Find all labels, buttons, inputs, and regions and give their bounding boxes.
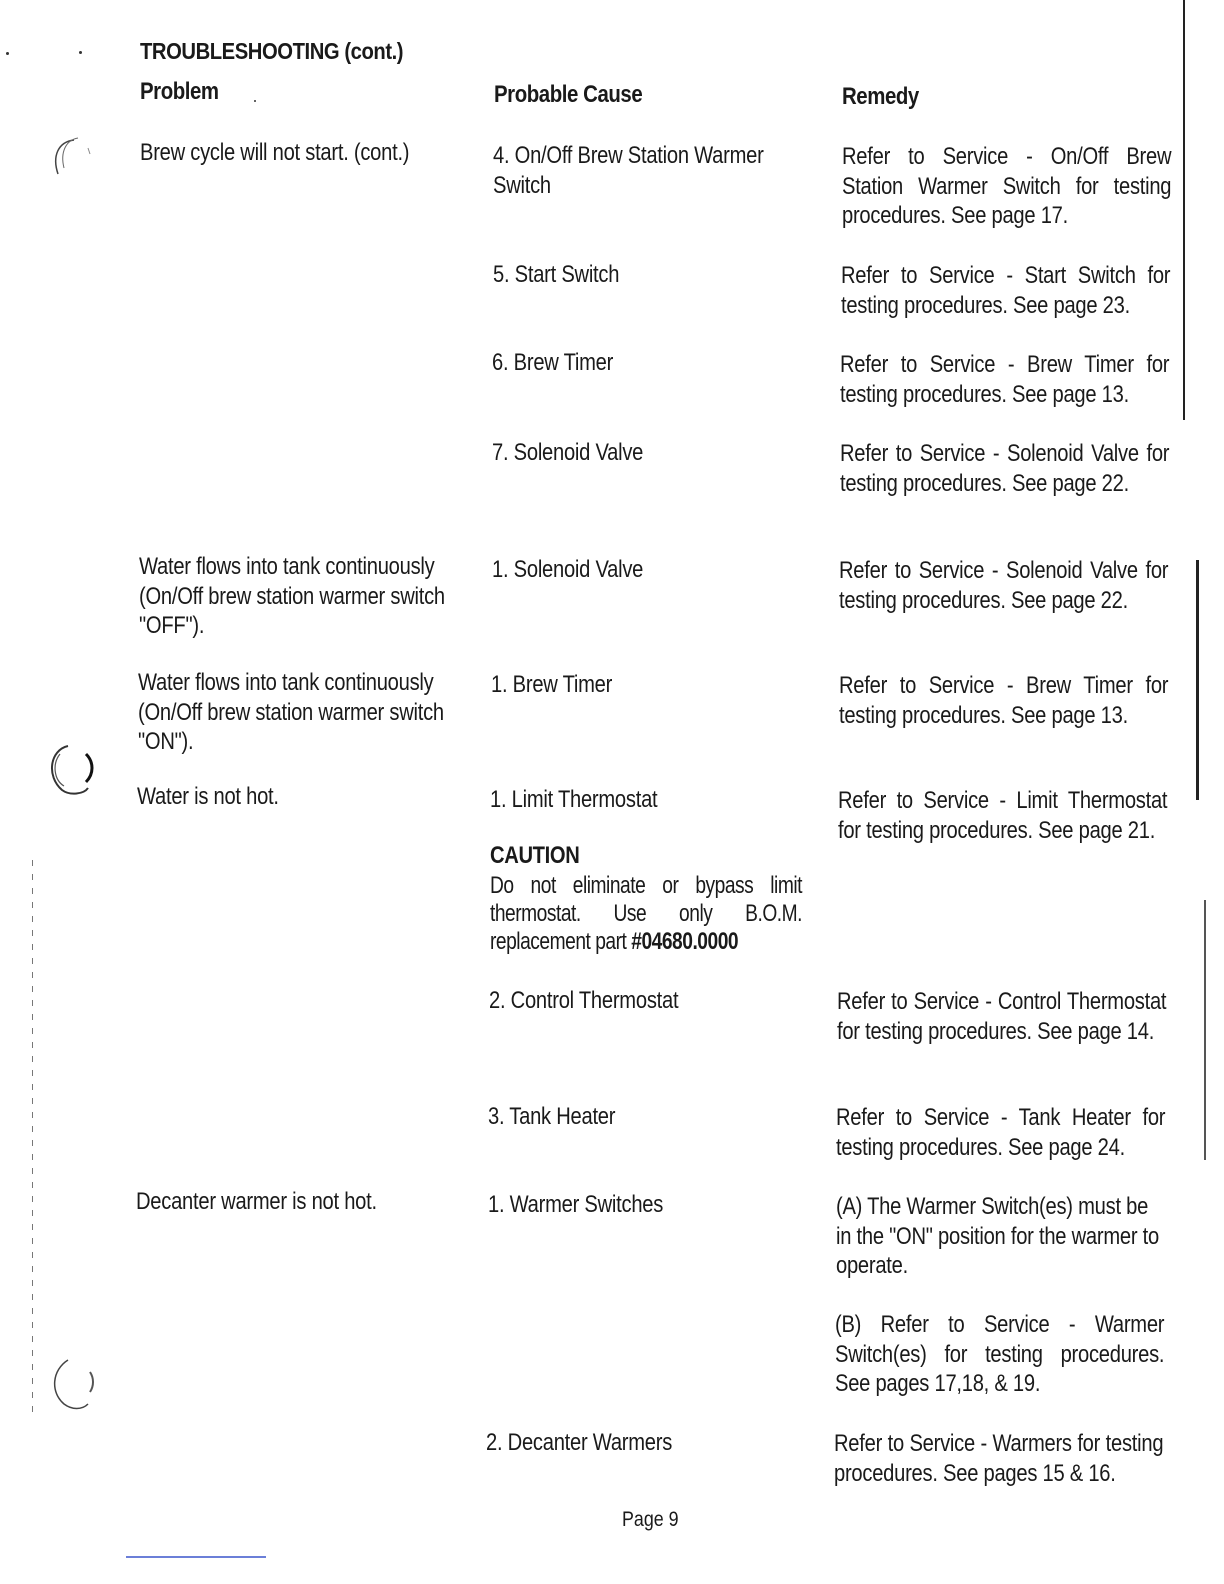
punch-hole-icon (44, 134, 100, 180)
cause-row-7: 2. Control Thermostat (489, 987, 679, 1014)
remedy-row-10: (B) Refer to Service - Warmer Switch(es) for testing procedures. See pages 17,18, & 19. (835, 1311, 1165, 1397)
caution-body: Do not eliminate or bypass limit thermostat. Use only B.O.M. replacement part (490, 872, 802, 955)
scan-speck (254, 100, 256, 102)
remedy-row-7: Refer to Service - Control Thermostat for testing procedures. See page 14. (837, 988, 1167, 1045)
problem-decanter-warmer: Decanter warmer is not hot. (136, 1188, 377, 1215)
scan-speck (79, 51, 82, 54)
cause-row-6: 1. Limit Thermostat (490, 786, 658, 813)
cause-row-8: 3. Tank Heater (488, 1103, 616, 1130)
column-header-problem: Problem (140, 78, 219, 105)
remedy-row-1: Refer to Service - Start Switch for testing procedures. See page 23. (841, 262, 1171, 319)
punch-hole-icon (44, 1356, 104, 1416)
remedy-row-9: (A) The Warmer Switch(es) must be in the "ON" position for the warmer to operate. (836, 1193, 1159, 1279)
cause-row-3: 7. Solenoid Valve (492, 439, 644, 466)
cause-row-5: 1. Brew Timer (491, 671, 613, 698)
caution-title: CAUTION (490, 842, 580, 869)
remedy-row-0: Refer to Service - On/Off Brew Station Warmer Switch for testing procedures. See page 17. (842, 143, 1172, 229)
part-number: #04680.0000 (631, 928, 739, 955)
problem-water-not-hot: Water is not hot. (137, 783, 279, 810)
remedy-row-5: Refer to Service - Brew Timer for testing procedures. See page 13. (839, 672, 1169, 729)
remedy-row-3: Refer to Service - Solenoid Valve for testing procedures. See page 22. (840, 440, 1170, 497)
scan-edge-line (1204, 900, 1206, 1160)
problem-water-flows-off: Water flows into tank continuously (On/Off brew station warmer switch "OFF"). (139, 553, 445, 639)
caution-text (490, 872, 802, 956)
scan-blue-rule (126, 1556, 266, 1558)
cause-row-4: 1. Solenoid Valve (492, 556, 644, 583)
problem-water-flows-on: Water flows into tank continuously (On/Off brew station warmer switch "ON"). (138, 669, 444, 755)
punch-hole-icon (40, 740, 100, 800)
cause-row-9: 1. Warmer Switches (488, 1191, 664, 1218)
remedy-row-6: Refer to Service - Limit Thermostat for testing procedures. See page 21. (838, 787, 1168, 844)
column-header-remedy: Remedy (842, 83, 919, 110)
cause-row-0: 4. On/Off Brew Station Warmer Switch (493, 142, 764, 199)
scan-margin-line (32, 860, 33, 1420)
scan-edge-line (1196, 560, 1199, 800)
cause-row-1: 5. Start Switch (493, 261, 620, 288)
remedy-row-11: Refer to Service - Warmers for testing procedures. See pages 15 & 16. (834, 1430, 1164, 1487)
remedy-row-8: Refer to Service - Tank Heater for testing procedures. See page 24. (836, 1104, 1166, 1161)
problem-brew-cycle: Brew cycle will not start. (cont.) (140, 139, 410, 166)
remedy-row-4: Refer to Service - Solenoid Valve for testing procedures. See page 22. (839, 557, 1169, 614)
cause-row-11: 2. Decanter Warmers (486, 1429, 673, 1456)
cause-row-2: 6. Brew Timer (492, 349, 614, 376)
section-title: TROUBLESHOOTING (cont.) (140, 38, 404, 64)
scan-edge-line (1183, 0, 1185, 420)
remedy-row-2: Refer to Service - Brew Timer for testing procedures. See page 13. (840, 351, 1170, 408)
scan-speck (6, 52, 9, 55)
page-number: Page 9 (622, 1508, 679, 1531)
column-header-cause: Probable Cause (494, 81, 643, 108)
